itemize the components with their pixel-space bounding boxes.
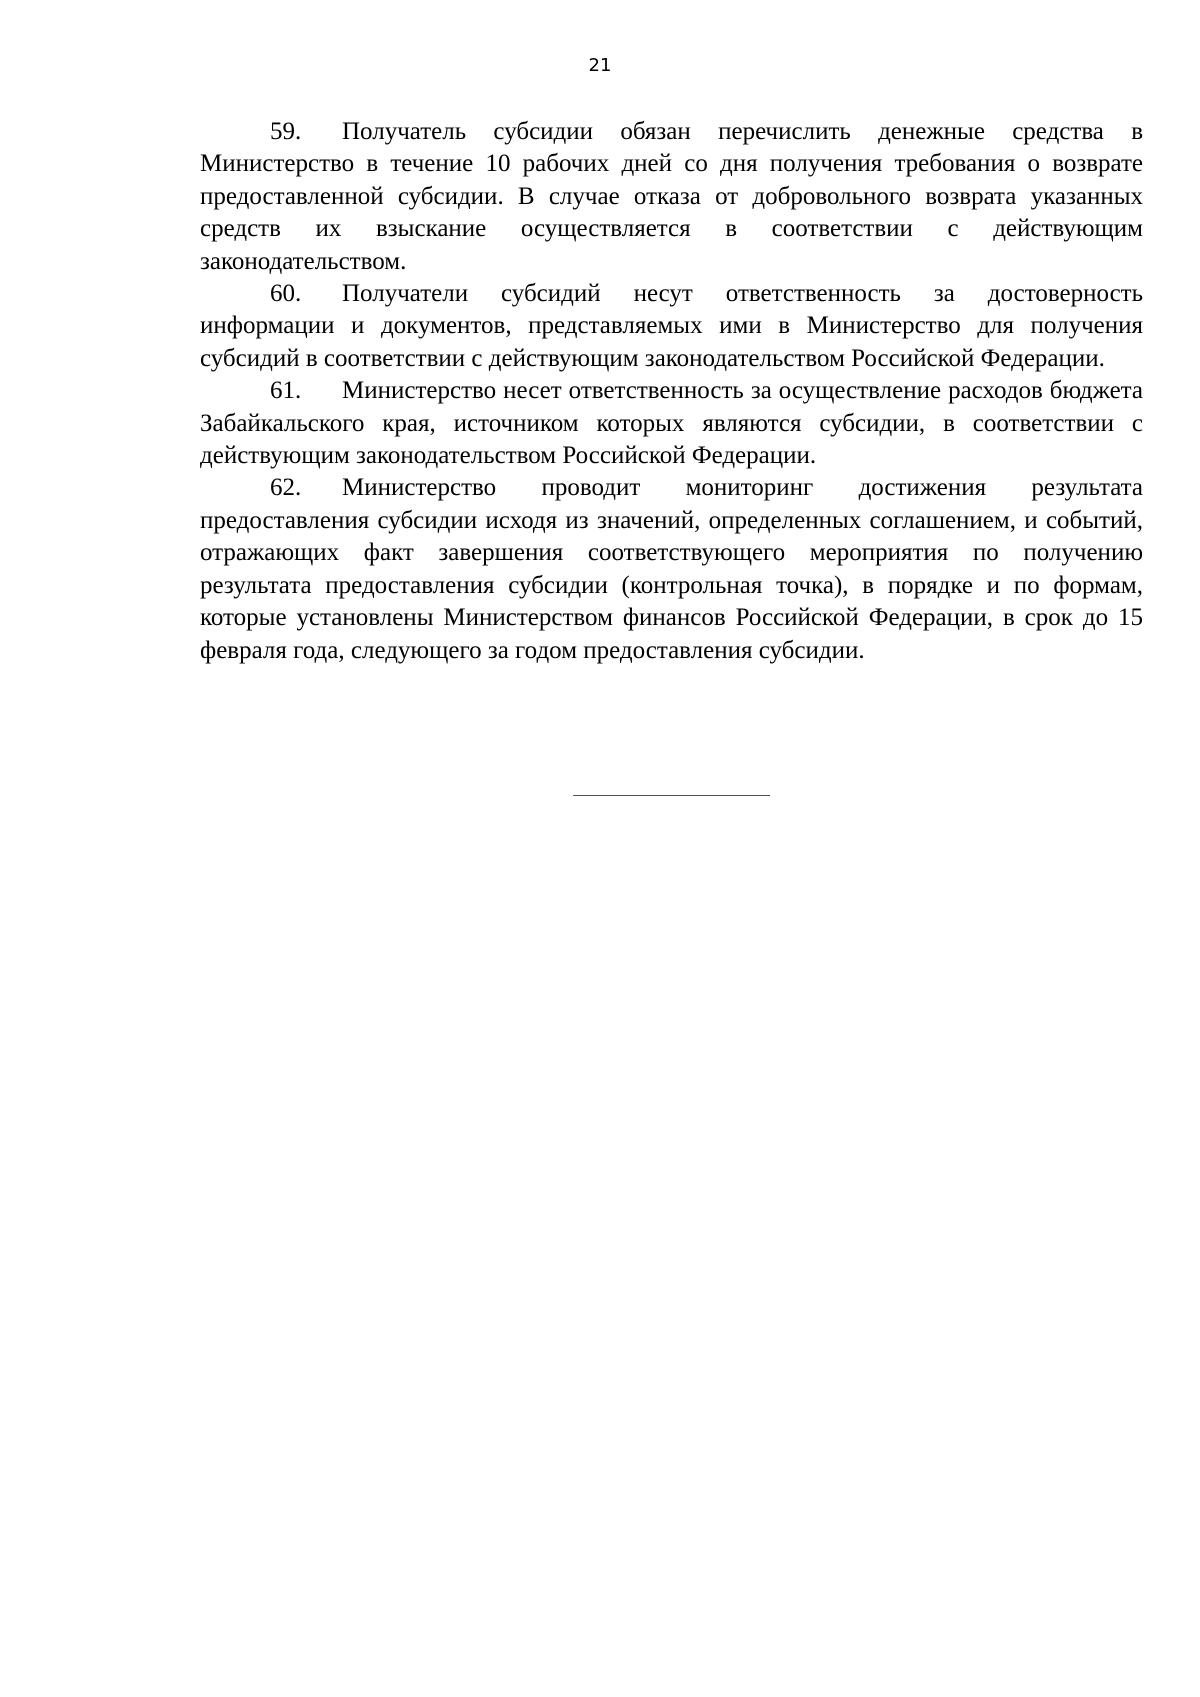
paragraph-text: Министерство проводит мониторинг достижения результата предоставления субсидии исходя из значений, определенных соглашением, и событий, отражающих факт завершения соответствующего мероприятия по получению результата предоставления субсидии (контрольная точка), в порядке и по формам, которые установлены Министерством финансов Российской Федерации, в срок до 15 февраля года, следующего за годом предоставления субсидии. xyxy=(200,474,1143,664)
page-number: 21 xyxy=(588,55,612,76)
paragraph-61 xyxy=(200,375,1143,472)
paragraph-59 xyxy=(200,116,1143,278)
paragraph-text: Получатели субсидий несут ответственность за достоверность информации и документов, представляемых ими в Министерство для получения субсидий в соответствии с действующим законодательством Российской Федерации. xyxy=(200,280,1143,372)
end-divider-line xyxy=(573,795,770,796)
paragraph-number: 62. xyxy=(270,474,302,502)
document-body xyxy=(200,116,1143,667)
paragraph-number: 59. xyxy=(270,118,302,145)
paragraph-number: 60. xyxy=(270,280,302,308)
paragraph-60 xyxy=(200,278,1143,375)
paragraph-text: Министерство несет ответственность за осуществление расходов бюджета Забайкальского края, источником которых являются субсидии, в соответствии с действующим законодательством Российской Федерации. xyxy=(200,377,1143,470)
paragraph-62 xyxy=(200,472,1143,666)
paragraph-text: Получатель субсидии обязан перечислить денежные средства в Министерство в течение 10 рабочих дней со дня получения требования о возврате предоставленной субсидии. В случае отказа от добровольного возврата указанных средств их взыскание осуществляется в соответствии с действующим законодательством. xyxy=(200,118,1143,275)
paragraph-number: 61. xyxy=(270,377,302,405)
